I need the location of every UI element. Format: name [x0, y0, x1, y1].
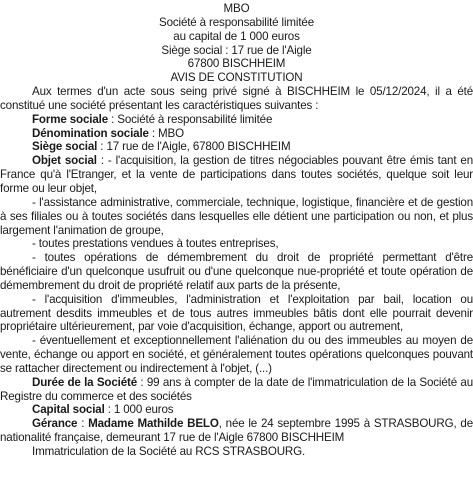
field-denomination-label: Dénomination sociale [32, 126, 149, 140]
company-city: 67800 BISCHHEIM [187, 57, 286, 71]
company-capital: au capital de 1 000 euros [173, 29, 300, 43]
field-duree [0, 376, 473, 404]
field-denomination [0, 127, 473, 141]
company-form: Société à responsabilité limitée [158, 15, 315, 29]
field-gerance-label: Gérance [32, 417, 78, 431]
company-name: MBO [223, 2, 250, 15]
field-forme [0, 113, 473, 127]
company-siege: Siège social : 17 rue de l'Aigle [161, 43, 312, 57]
objet-item: - l'acquisition d'immeubles, l'administration et l'exploitation par bail, location ou autrement desdits immeubles et de tous autres immeubles bâtis dont elle pourrait devenir propriétaire ultérieurement, par voie d'acquisition, échange, apport ou autrement, [0, 292, 473, 334]
objet-item: - l'assistance administrative, commerciale, technique, logistique, financière et de gestion à ses filiales ou à toutes sociétés dans lesquelles elle détient une participation ou non, et plus largement l'animation de groupe, [0, 195, 473, 237]
field-gerance-value: , née le 24 septembre 1995 à STRASBOURG, de nationalité française, demeurant 17 rue de l'Aigle 67800 BISCHHEIM [0, 417, 473, 445]
field-objet-value: : - l'acquisition, la gestion de titres négociables pouvant être émis tant en France qu'à l'Etranger, et la vente de participations dans toutes sociétés, quelque soit leur forme ou leur objet, [0, 154, 473, 195]
field-siege-value: : 17 rue de l'Aigle, 67800 BISCHHEIM [97, 140, 291, 154]
intro-paragraph: Aux termes d'un acte sous seing privé signé à BISCHHEIM le 05/12/2024, il a été constitué une société présentant les caractéristiques suivantes : [0, 85, 473, 112]
field-objet [0, 154, 473, 196]
field-forme-label: Forme sociale [32, 112, 109, 126]
field-denomination-value: : MBO [148, 126, 185, 140]
field-capital-value: : 1 000 euros [104, 403, 174, 417]
objet-item: - éventuellement et exceptionnellement l'aliénation du ou des immeubles au moyen de vente, échange ou apport en société, et généralement toutes opérations quelconques pouvant se rattacher directement ou indirectement à l'objet, (...) [0, 334, 473, 375]
field-gerance [0, 417, 473, 445]
field-siege-label: Siège social [32, 140, 98, 154]
field-gerance-sep: : [77, 417, 89, 431]
field-gerance-name: Madame Mathilde BELO [88, 417, 219, 431]
objet-item: - toutes opérations de démembrement du droit de propriété permettant d'être bénéficiaire d'un quelconque usufruit ou d'une quelconque nue-propriété et toute opération de démembrement du droit de propriété relatif aux parts de la présente, [0, 251, 473, 292]
field-duree-label: Durée de la Société [32, 375, 138, 389]
notice-title: AVIS DE CONSTITUTION [170, 71, 303, 85]
field-duree-value: : 99 ans à compter de la date de l'immatriculation de la Société au Registre du commerce et des sociétés [0, 375, 473, 403]
field-capital-label: Capital social [32, 403, 105, 417]
field-objet-label: Objet social [32, 154, 97, 168]
field-forme-value: : Société à responsabilité limitée [108, 112, 273, 126]
immatriculation: Immatriculation de la Société au RCS STRASBOURG. [32, 445, 306, 458]
objet-item: - toutes prestations vendues à toutes entreprises, [32, 237, 279, 251]
field-capital [0, 403, 473, 417]
field-siege [0, 140, 473, 154]
